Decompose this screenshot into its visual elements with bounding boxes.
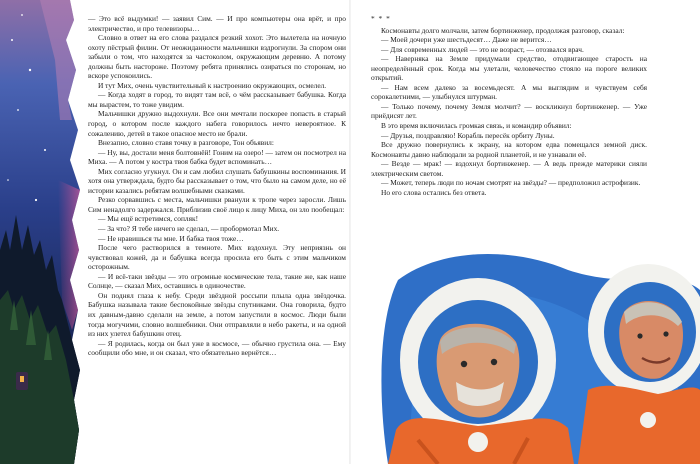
paragraph: — Везде — мрак! — вздохнул бортинженер. — А ведь прежде материки сияли электрическим светом. — [371, 159, 647, 178]
paragraph: — Нам всем далеко за восемьдесят. А мы выглядим и чувствуем себя сорокалетними, — улыбнулся штурман. — [371, 82, 647, 102]
paragraph: — Моей дочери уже шестьдесят… Даже не верится… — [381, 35, 552, 45]
paragraph: — Может, теперь люди по ночам смотрят на звёзды? — предположил астрофизик. — [381, 178, 641, 188]
paragraph: Он поднял глаза к небу. Среди звёздной россыпи плыла одна звёздочка. Бабушка называла такие беспокойные звёзды спутниками. Она говорила, будто их давным-давно сделали на земле, а потом запустили в космос. Люди были тогда могучими, словно волшебники. Они отправляли в небо ракеты, и на одной из них улетел бабушкин отец. — [88, 290, 346, 339]
paragraph: — Только почему, почему Земля молчит? — воскликнул бортинженер. — Уже приёдисят лет. — [371, 101, 647, 121]
right-text-column — [371, 14, 647, 197]
paragraph: — Это всё выдумки! — заявил Сим. — И про компьютеры она врёт, и про электричество, и про телевизоры… — [88, 14, 346, 33]
night-forest-illustration — [0, 0, 82, 464]
paragraph: Внезапно, словно ставя точку в разговоре, Тон объявил: — [98, 138, 274, 148]
paragraph: — Друзья, поздравляю! Корабль пересёк орбиту Луны. — [381, 130, 555, 140]
section-separator: * * * — [371, 14, 391, 23]
paragraph: И тут Мих, очень чувствительный к настроению окружающих, осмелел. — [98, 80, 327, 90]
paragraph: Словно в ответ на его слова раздался резкий хохот. Это вылетела на ночную охоту пёстрый филин. От неожиданности мальчишки вздрогнули. За спором они забыли о том, что находятся за частоколом, окружающим деревню. А потому должны быть настороже. Поэтому ребята принялись озираться по сторонам, но вскоре успокоились. — [88, 33, 346, 81]
paragraph: — За что? Я тебе ничего не сделал, — пробормотал Мих. — [98, 224, 280, 234]
paragraph: — И всё-таки звёзды — это огромные космические тела, такие же, как наше Солнце, — сказал Мих, оставшись в одиночестве. — [88, 271, 346, 291]
page-gutter — [349, 0, 351, 464]
paragraph: — Мы ещё встретимся, сопляк! — [98, 214, 199, 224]
paragraph: — Когда ходят в город, то видят там всё, о чём рассказывает бабушка. Когда мы вырастем, то тоже увидим. — [88, 90, 346, 109]
paragraph: В это время включилась громкая связь, и командир объявил: — [381, 121, 572, 131]
paragraph: — Ну, вы, достали меня болтовнёй! Гоним на озеро! — затем он посмотрел на Миха. — А потом у костра твоя бабка будет вспоминать… — [88, 147, 346, 167]
paragraph: — Наверняка на Земле придумали средство, отодвигающее старость на неопределённый срок. Когда мы улетали, человечество стояло на пороге великих открытий. — [371, 54, 647, 83]
paragraph: Мих согласно угукнул. Он и сам любил слушать бабушкины воспоминания. И хотя она утверждала, будто бы рассказывает о том, что было на самом деле, но её истории казались ребятам волшебными сказками. — [88, 166, 346, 195]
paragraph: — Для современных людей — это не возраст, — отозвался врач. — [381, 44, 584, 54]
paragraph: — Я родилась, когда он был уже в космосе, — обычно грустила она. — Ему сообщили обо мне, и он сказал, что обязательно вернётся… — [88, 338, 346, 358]
paragraph: Космонавты долго молчали, затем бортинженер, продолжая разговор, сказал: — [381, 25, 625, 35]
paragraph: Но его слова остались без ответа. — [381, 187, 487, 197]
paragraph: — Не нравишься ты мне. И бабка твоя тоже… — [98, 233, 244, 243]
paragraph: Резко сорвавшись с места, мальчишки рванули к тропе через заросли. Лишь Сим ненадолго задержался. Приблизив своё лицо к лицу Миха, он зло пообещал: — [88, 195, 346, 214]
paragraph: После чего растворился в темноте. Мих вздохнул. Эту неприязнь он чувствовал кожей, да и бабушка всегда просила его быть с этим мальчиком осторожным. — [88, 243, 346, 272]
left-text-column — [88, 14, 346, 358]
paragraph: Мальчишки дружно выдохнули. Все они мечтали поскорее попасть в старый город, о котором после каждого набега говорилось нечто невероятное. К сожалению, детей в такое опасное место не брали. — [88, 109, 346, 138]
paragraph: Все дружно повернулись к экрану, на котором едва помещался земной диск. Космонавты давно наблюдали за родной планетой, и не узнавали её. — [371, 140, 647, 159]
astronauts-illustration — [378, 250, 700, 464]
